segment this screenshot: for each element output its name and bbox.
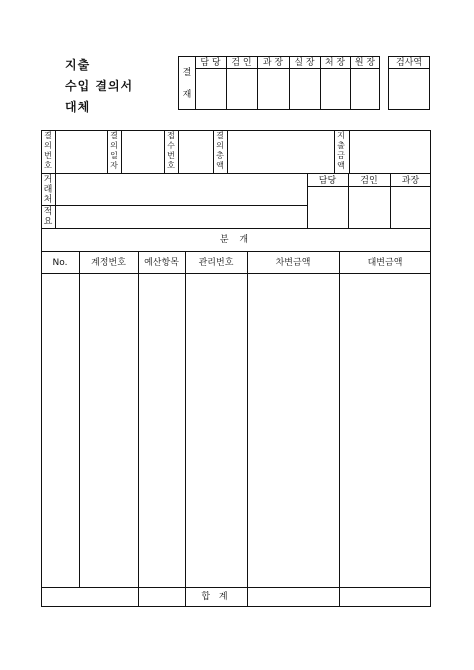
expense-amount-label: 지출금액 xyxy=(337,131,345,170)
title-line-transfer: 대체 xyxy=(65,100,91,114)
receipt-no-label: 접수번호 xyxy=(167,131,175,170)
total-label: 합 계 xyxy=(201,592,231,602)
column-header-account-no: 계정번호 xyxy=(91,258,126,268)
approval-role-staff: 담 당 xyxy=(200,58,221,68)
approval-role-section-chief: 과 장 xyxy=(262,58,284,68)
column-header-credit-amount: 대변금액 xyxy=(367,258,403,268)
section-title: 분 개 xyxy=(219,235,253,245)
column-header-budget-item: 예산항목 xyxy=(144,258,179,268)
resolution-date-label: 결의일자 xyxy=(110,131,118,170)
column-header-debit-amount: 차변금액 xyxy=(275,258,311,268)
column-header-management-no: 관리번호 xyxy=(198,258,234,268)
resolution-no-label: 결의번호 xyxy=(44,131,52,170)
title-line-expense: 지출 xyxy=(65,58,91,72)
sub-approval-reviewer: 검인 xyxy=(360,176,378,186)
resolution-total-label: 결의총액 xyxy=(216,131,224,170)
approval-role-reviewer: 검 인 xyxy=(231,58,252,68)
sub-approval-staff: 담당 xyxy=(318,176,337,186)
summary-label: 적요 xyxy=(43,207,53,227)
main-form xyxy=(41,130,431,607)
approval-role-director: 처 장 xyxy=(324,58,346,68)
approval-role-president: 원 장 xyxy=(354,58,376,68)
approval-label: 결 재 xyxy=(182,68,192,100)
approval-role-office-chief: 실 장 xyxy=(294,58,315,68)
title-line-income-resolution: 수입 결의서 xyxy=(65,79,134,93)
column-header-no: No. xyxy=(52,258,68,268)
inspector-label: 검사역 xyxy=(395,58,423,68)
counterparty-label: 거래처 xyxy=(43,175,53,205)
sub-approval-section-chief: 과장 xyxy=(401,176,420,186)
